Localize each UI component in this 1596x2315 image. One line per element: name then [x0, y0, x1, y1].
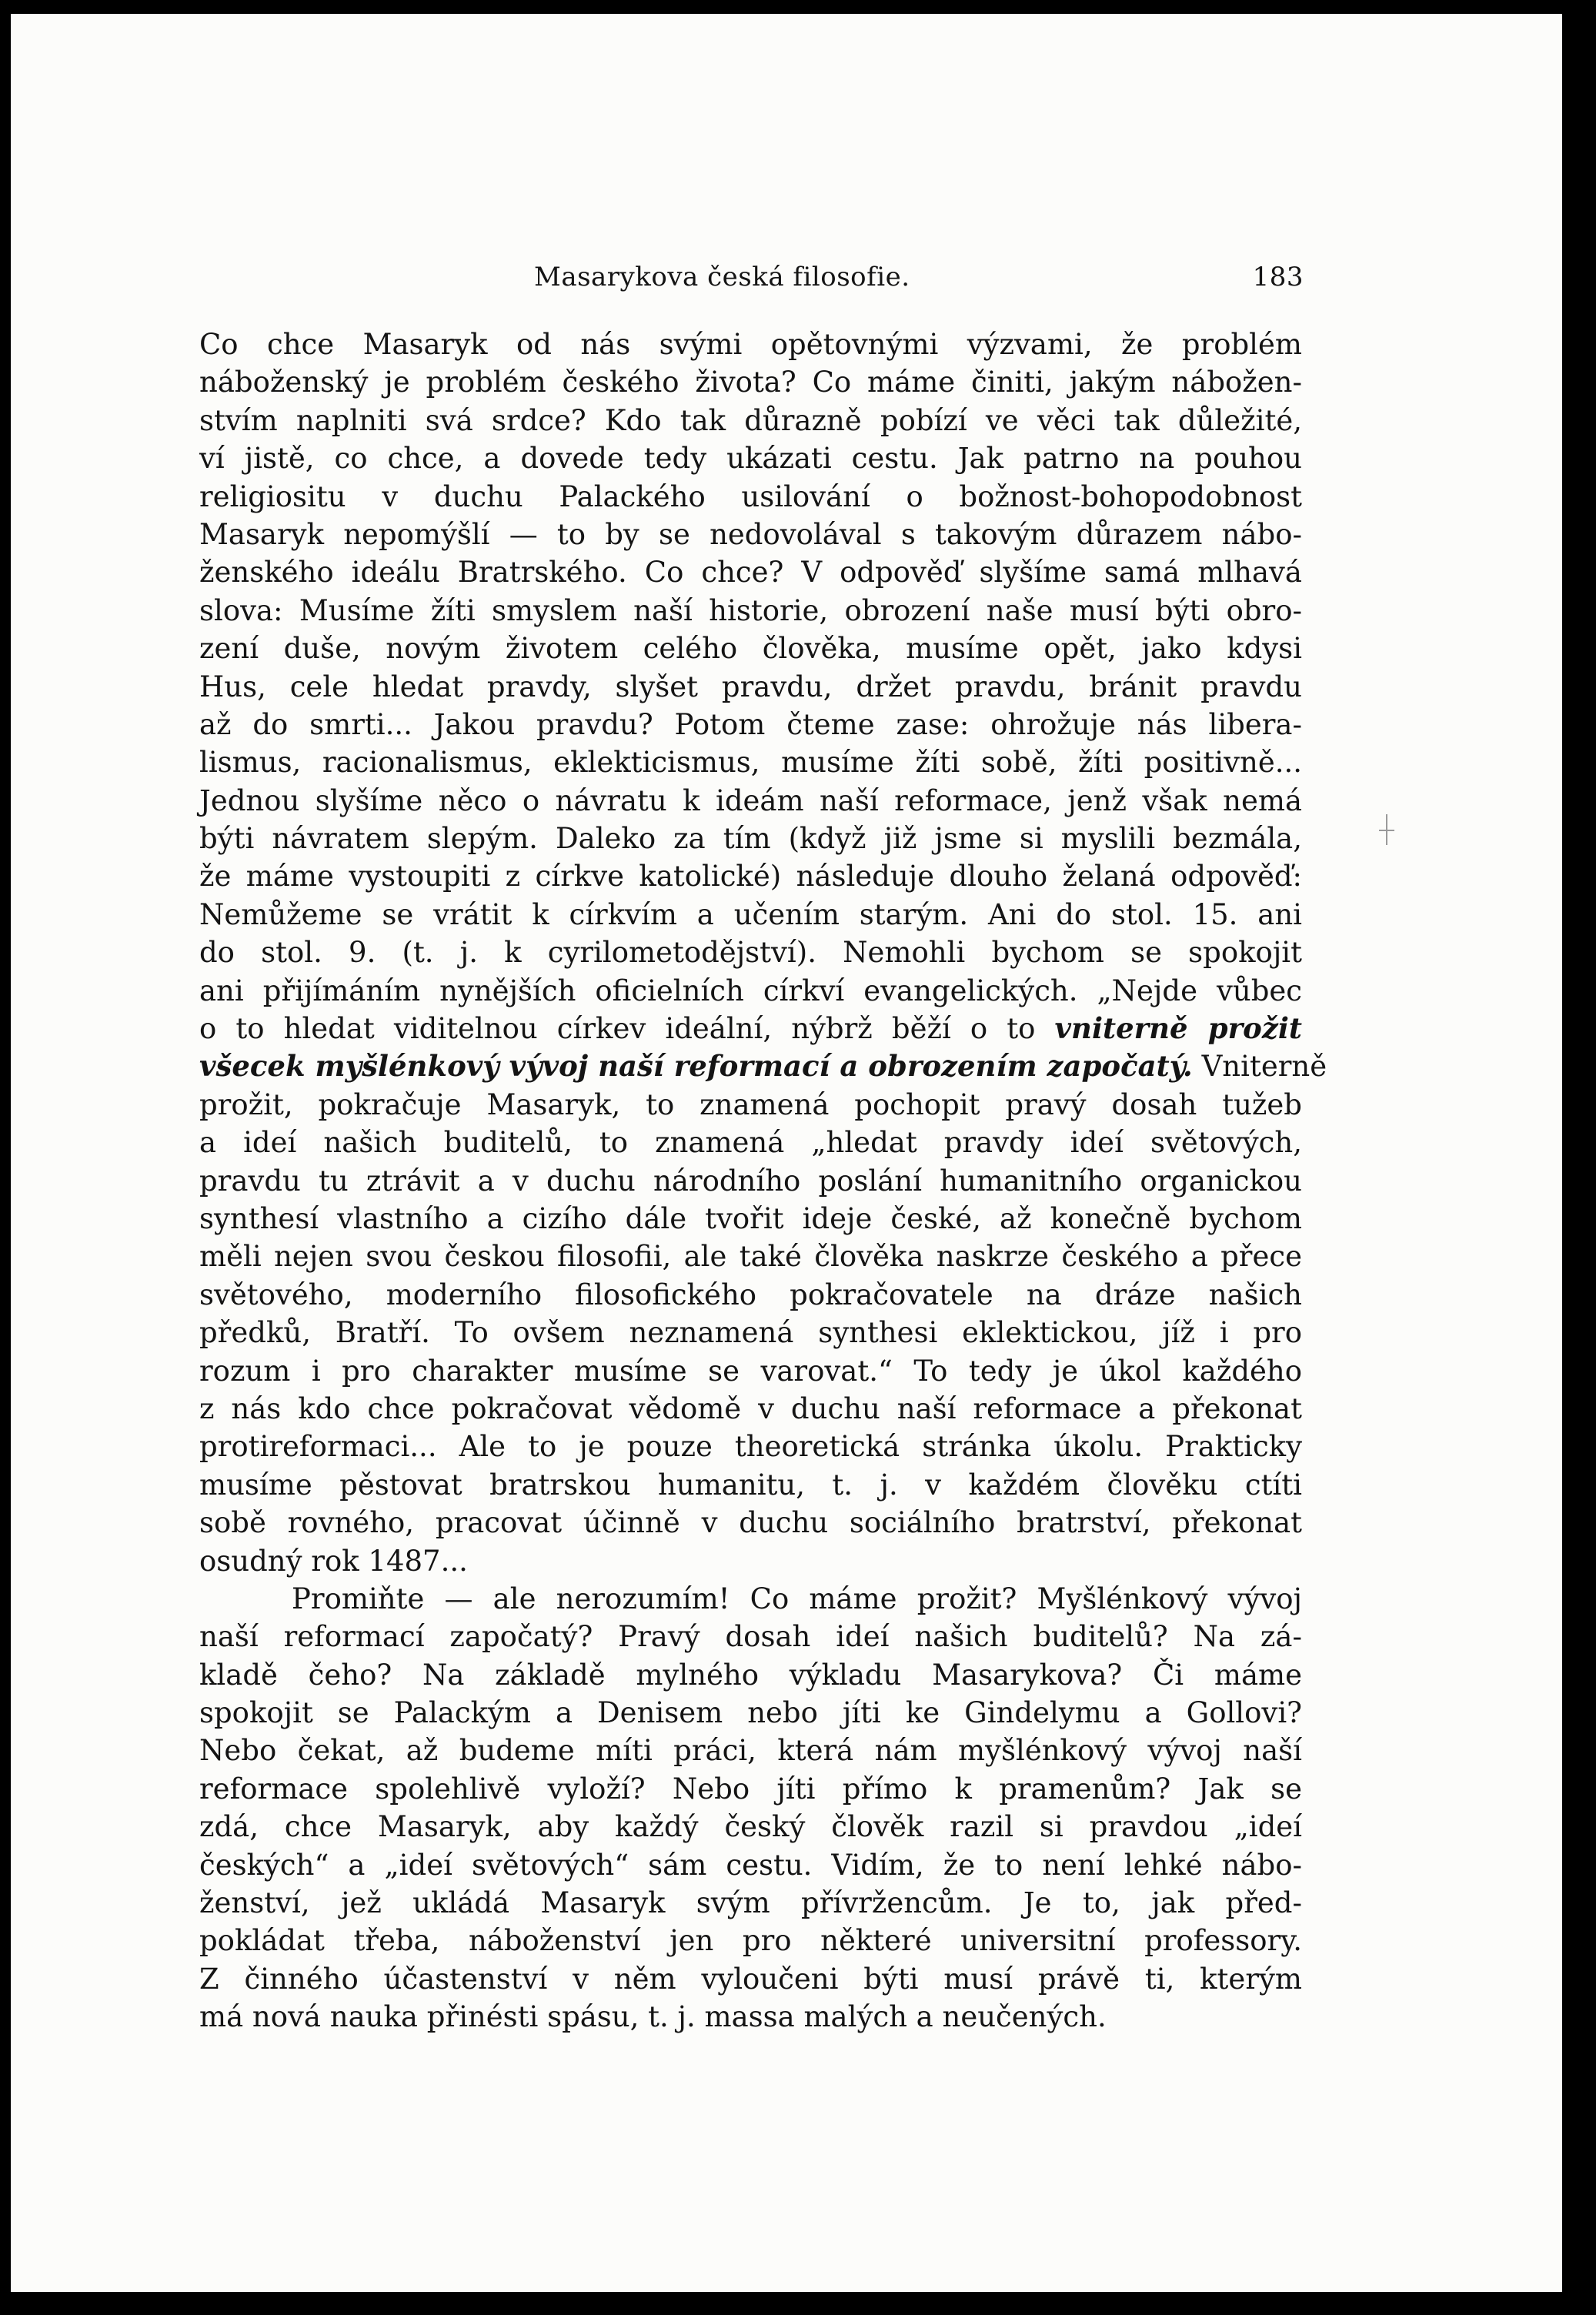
text-line-with-emphasis — [199, 1047, 1327, 1085]
text-line: slova: Musíme žíti smyslem naší historie, obrození naše musí býti obro- — [199, 593, 1302, 627]
text-line: spokojit se Palackým a Denisem nebo jíti ke Gindelymu a Gollovi? — [199, 1696, 1302, 1730]
line-text: o to hledat viditelnou církev ideální, nýbrž běží o to — [199, 1012, 1036, 1046]
text-line: českých“ a „ideí světových“ sám cestu. Vidím, že to není lehké nábo- — [199, 1848, 1302, 1882]
text-line: až do smrti... Jakou pravdu? Potom čteme zase: ohrožuje nás libera- — [199, 707, 1302, 741]
text-line: religiositu v duchu Palackého usilování o božnost-bohopodobnost — [199, 479, 1302, 513]
page-header — [534, 262, 1304, 300]
text-line: reformace spolehlivě vyloží? Nebo jíti přímo k pramenům? Jak se — [199, 1772, 1302, 1806]
text-line: ví jistě, co chce, a dovede tedy ukázati cestu. Jak patrno na pouhou — [199, 442, 1302, 476]
text-line: naší reformací započatý? Pravý dosah ideí našich buditelů? Na zá- — [199, 1620, 1302, 1654]
body-text — [199, 326, 1327, 2036]
text-line: má nová nauka přinésti spásu, t. j. massa malých a neučených. — [199, 2000, 1107, 2034]
text-line: ženského ideálu Bratrského. Co chce? V odpověď slyšíme samá mlhavá — [199, 556, 1302, 590]
text-line: prožit, pokračuje Masaryk, to znamená pochopit pravý dosah tužeb — [199, 1087, 1302, 1121]
text-line: protireformaci... Ale to je pouze theoretická stránka úkolu. Prakticky — [199, 1430, 1302, 1464]
line-text: Vniterně — [1201, 1050, 1327, 1084]
margin-crosshair-mark — [1379, 814, 1394, 845]
text-line: Hus, cele hledat pravdy, slyšet pravdu, držet pravdu, bránit pravdu — [199, 670, 1302, 703]
text-line: Nemůžeme se vrátit k církvím a učením starým. Ani do stol. 15. ani — [199, 897, 1302, 931]
text-line: kladě čeho? Na základě mylného výkladu Masarykova? Či máme — [199, 1658, 1302, 1692]
emphasis-text: všecek myšlénkový vývoj naší reformací a obrozením započatý. — [199, 1049, 1193, 1084]
text-line: pokládat třeba, náboženství jen pro některé universitní professory. — [199, 1924, 1302, 1958]
text-line: musíme pěstovat bratrskou humanitu, t. j. v každém člověku ctíti — [199, 1468, 1302, 1502]
text-line: Z činného účastenství v něm vyloučeni býti musí právě ti, kterým — [199, 1962, 1302, 1996]
text-line: Nebo čekat, až budeme míti práci, která nám myšlénkový vývoj naší — [199, 1734, 1302, 1768]
text-line: lismus, racionalismus, eklekticismus, musíme žíti sobě, žíti positivně... — [199, 746, 1302, 780]
text-line: měli nejen svou českou filosofii, ale také člověka naskrze českého a přece — [199, 1240, 1302, 1274]
text-line: světového, moderního filosofického pokračovatele na dráze našich — [199, 1278, 1302, 1311]
text-line: býti návratem slepým. Daleko za tím (když již jsme si myslili bezmála, — [199, 822, 1302, 856]
text-line: Promiňte — ale nerozumím! Co máme prožit? Myšlénkový vývoj — [292, 1582, 1302, 1615]
text-line: Co chce Masaryk od nás svými opětovnými výzvami, že problém — [199, 328, 1302, 361]
text-line: sobě rovného, pracovat účinně v duchu sociálního bratrství, překonat — [199, 1506, 1302, 1540]
text-line: Masaryk nepomýšlí — to by se nedovolával s takovým důrazem nábo- — [199, 517, 1302, 551]
text-line: předků, Bratří. To ovšem neznamená synthesi eklektickou, jíž i pro — [199, 1316, 1302, 1350]
text-line: a ideí našich buditelů, to znamená „hledat pravdy ideí světových, — [199, 1126, 1302, 1160]
text-line: ani přijímáním nynějších oficielních církví evangelických. „Nejde vůbec — [199, 974, 1302, 1007]
text-line: osudný rok 1487... — [199, 1544, 468, 1578]
text-line: náboženský je problém českého života? Co máme činiti, jakým nábožen- — [199, 366, 1302, 399]
text-line: do stol. 9. (t. j. k cyrilometodějství). Nemohli bychom se spokojit — [199, 936, 1302, 970]
running-title: Masarykova česká filosofie. — [534, 262, 910, 292]
page-number: 183 — [1252, 262, 1304, 292]
text-line: synthesí vlastního a cizího dále tvořit ideje české, až konečně bychom — [199, 1201, 1302, 1235]
text-line: že máme vystoupiti z církve katolické) následuje dlouho želaná odpověď: — [199, 860, 1302, 894]
text-line: zení duše, novým životem celého člověka, musíme opět, jako kdysi — [199, 632, 1302, 666]
text-line: Jednou slyšíme něco o návratu k ideám naší reformace, jenž však nemá — [199, 783, 1302, 817]
text-line: rozum i pro charakter musíme se varovat.“ To tedy je úkol každého — [199, 1354, 1302, 1388]
text-line-with-emphasis — [199, 1010, 1302, 1047]
text-line: ženství, jež ukládá Masaryk svým přívržencům. Je to, jak před- — [199, 1886, 1302, 1920]
emphasis-text: vniterně prožit — [1054, 1011, 1302, 1046]
text-line: stvím naplniti svá srdce? Kdo tak důrazně pobízí ve věci tak důležité, — [199, 403, 1302, 437]
book-page — [11, 14, 1562, 2292]
text-line: pravdu tu ztrávit a v duchu národního poslání humanitního organickou — [199, 1164, 1302, 1198]
text-line: zdá, chce Masaryk, aby každý český člověk razil si pravdou „ideí — [199, 1810, 1302, 1844]
text-line: z nás kdo chce pokračovat vědomě v duchu naší reformace a překonat — [199, 1391, 1302, 1425]
